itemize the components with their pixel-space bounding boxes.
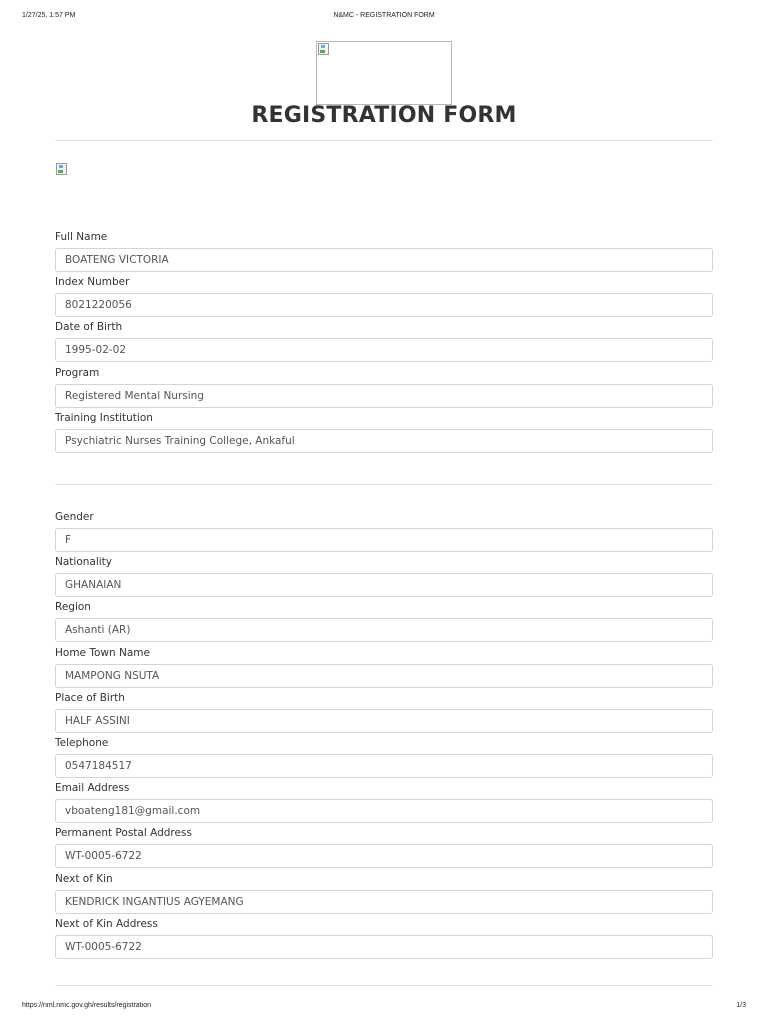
page-title: REGISTRATION FORM <box>251 103 517 128</box>
print-header <box>0 12 768 24</box>
logo-image <box>316 41 452 105</box>
postal-address-field <box>55 826 714 871</box>
place-of-birth-input[interactable]: HALF ASSINI <box>55 709 713 733</box>
field-label: Telephone <box>55 736 109 749</box>
field-label: Permanent Postal Address <box>55 827 192 840</box>
field-label: Date of Birth <box>55 321 123 334</box>
next-of-kin-input[interactable]: KENDRICK INGANTIUS AGYEMANG <box>55 890 713 914</box>
nationality-field <box>55 555 714 600</box>
divider <box>55 985 713 986</box>
contact-details-section <box>55 510 714 962</box>
divider <box>55 484 713 485</box>
next-of-kin-address-input[interactable]: WT-0005-6722 <box>55 935 713 959</box>
print-url: https://nml.nmc.gov.gh/results/registration <box>22 1002 152 1009</box>
email-input[interactable]: vboateng181@gmail.com <box>55 799 713 823</box>
field-label: Nationality <box>55 556 113 569</box>
gender-input[interactable]: F <box>55 528 713 552</box>
training-institution-field <box>55 411 714 456</box>
field-label: Email Address <box>55 782 130 795</box>
telephone-input[interactable]: 0547184517 <box>55 754 713 778</box>
field-label: Next of Kin <box>55 872 113 885</box>
next-of-kin-field <box>55 872 714 917</box>
page-number: 1/3 <box>736 1002 746 1009</box>
date-of-birth-input[interactable]: 1995-02-02 <box>55 338 713 362</box>
region-input[interactable]: Ashanti (AR) <box>55 618 713 642</box>
program-input[interactable]: Registered Mental Nursing <box>55 384 713 408</box>
home-town-field <box>55 646 714 691</box>
print-datetime: 1/27/25, 1:57 PM <box>22 12 76 19</box>
index-number-field <box>55 275 714 320</box>
field-label: Home Town Name <box>55 646 150 659</box>
field-label: Index Number <box>55 276 130 289</box>
field-label: Next of Kin Address <box>55 917 158 930</box>
broken-image-icon <box>318 43 329 55</box>
passport-photo-image <box>56 163 67 175</box>
full-name-input[interactable]: BOATENG VICTORIA <box>55 248 713 272</box>
place-of-birth-field <box>55 691 714 736</box>
program-field <box>55 366 714 411</box>
divider <box>55 140 713 141</box>
print-footer <box>0 1002 768 1014</box>
training-institution-input[interactable]: Psychiatric Nurses Training College, Ankaful <box>55 429 713 453</box>
field-label: Region <box>55 601 91 614</box>
print-page-title: N&MC - REGISTRATION FORM <box>333 12 435 19</box>
field-label: Gender <box>55 511 94 523</box>
home-town-input[interactable]: MAMPONG NSUTA <box>55 664 713 688</box>
telephone-field <box>55 736 714 781</box>
personal-details-section <box>55 230 714 456</box>
field-label: Place of Birth <box>55 691 125 704</box>
nationality-input[interactable]: GHANAIAN <box>55 573 713 597</box>
field-label: Training Institution <box>55 411 153 424</box>
region-field <box>55 600 714 645</box>
email-field <box>55 781 714 826</box>
field-label: Program <box>55 366 100 379</box>
gender-field <box>55 510 714 555</box>
full-name-field <box>55 230 714 275</box>
date-of-birth-field <box>55 320 714 365</box>
index-number-input[interactable]: 8021220056 <box>55 293 713 317</box>
field-label: Full Name <box>55 231 108 243</box>
next-of-kin-address-field <box>55 917 714 962</box>
postal-address-input[interactable]: WT-0005-6722 <box>55 844 713 868</box>
